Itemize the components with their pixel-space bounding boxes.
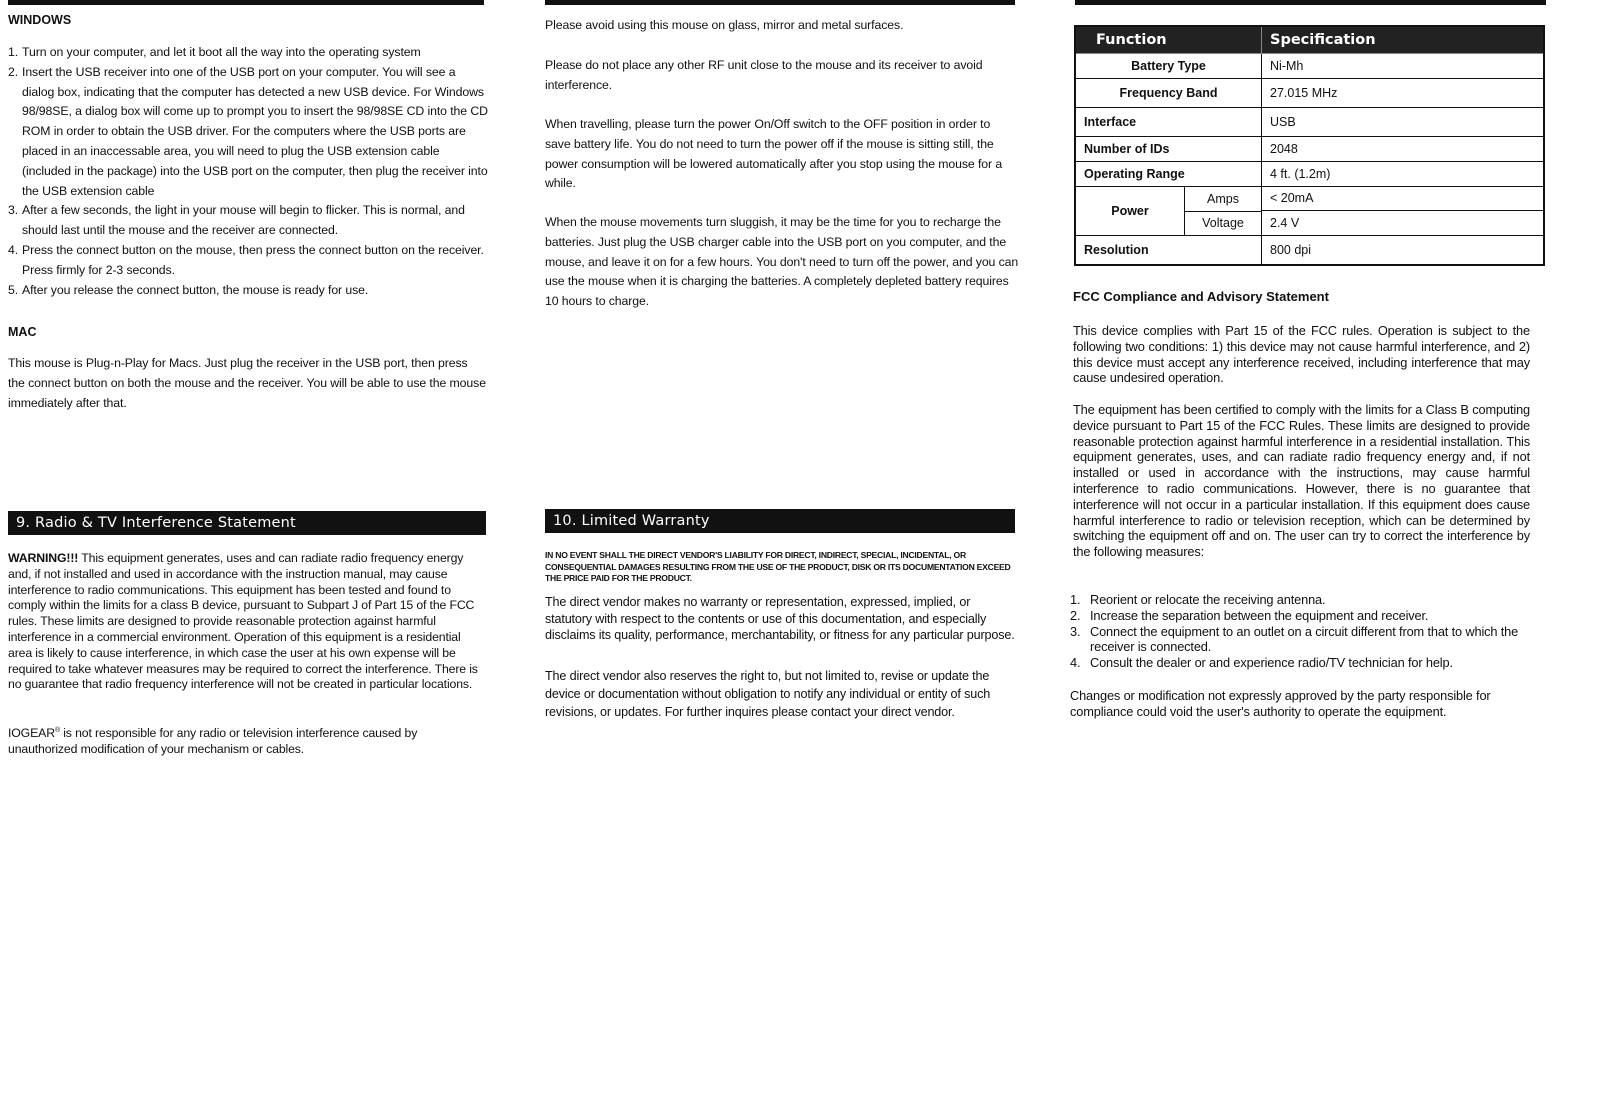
mac-heading: MAC — [8, 325, 37, 339]
table-row: Frequency Band 27.015 MHz — [1075, 79, 1544, 108]
power-cell — [1075, 187, 1262, 236]
column-header-specification: Specification — [1262, 26, 1545, 54]
table-header-row — [1075, 26, 1544, 54]
list-item: 3. After a few seconds, the light in your mouse will begin to flicker. This is normal, and should last until the mouse and the receiver are connected. — [8, 203, 465, 238]
list-item: 1. Reorient or relocate the receiving antenna. — [1070, 592, 1326, 607]
power-values-cell: < 20mA 2.4 V — [1262, 187, 1545, 236]
usage-note-interference: Please do not place any other RF unit close to the mouse and its receiver to avoid interference. — [545, 58, 983, 92]
specification-table — [1074, 25, 1545, 266]
mac-paragraph: This mouse is Plug-n-Play for Macs. Just plug the receiver in the USB port, then press the connect button on both the mouse and the receiver. You will be able to use the mouse immediately after that. — [8, 356, 486, 410]
fcc-paragraph-1: This device complies with Part 15 of the FCC rules. Operation is subject to the following two conditions: 1) this device may not cause harmful interference, and 2) this device must accept any interference received, including interference that may cause undesired operation. — [1073, 323, 1530, 386]
power-subtable: Power Amps Voltage — [1076, 187, 1261, 235]
brand-name: IOGEAR — [8, 726, 55, 741]
warranty-section-title: 10. Limited Warranty — [545, 509, 1015, 533]
windows-steps-list — [8, 43, 490, 300]
warning-label: WARNING!!! — [8, 551, 79, 565]
top-rule-left — [8, 0, 484, 5]
top-rule-right — [1075, 0, 1546, 5]
list-item: 2. Increase the separation between the equipment and receiver. — [1070, 607, 1429, 623]
fcc-measures-list — [1070, 592, 1530, 671]
list-item: 3. Connect the equipment to an outlet on a circuit different from that to which the receiver is connected. — [1070, 623, 1519, 655]
top-rule-middle — [545, 0, 1015, 5]
list-item: 4. Press the connect button on the mouse, then press the connect button on the receiver. Press firmly for 2-3 seconds. — [8, 242, 484, 277]
warning-paragraph: WARNING!!! This equipment generates, uses and can radiate radio frequency energy and, if not installed and used in accordance with the instruction manual, may cause interference to radio communications. This equipment has been tested and found to comply within the limits for a class B device, pursuant to Subpart J of Part 15 of the FCC rules. These limits are designed to provide reasonable protection against harmful interference in a commercial environment. Operation of this equipment is a residential area is likely to cause interference, in which case the user at his own expense will be required to take whatever measures may be required to correct the interference. There is no guarantee that radio frequency interference will not be created in particular locations. — [8, 551, 478, 692]
fcc-heading: FCC Compliance and Advisory Statement — [1073, 289, 1329, 304]
column-header-function: Function — [1075, 26, 1262, 54]
radio-tv-section-title: 9. Radio & TV Interference Statement — [8, 511, 486, 535]
list-item: 4. Consult the dealer or and experience radio/TV technician for help. — [1070, 655, 1453, 671]
list-item: 1. Turn on your computer, and let it boot all the way into the operating system — [8, 45, 421, 59]
list-item: 2. Insert the USB receiver into one of the USB port on your computer. You will see a dialog box, indicating that the computer has detected a new USB device. For Windows 98/98SE, a dialog box will come up to prompt you to insert the 98/98SE CD into the CD ROM in order to obtain the USB driver. For the computers where the USB ports are placed in an inaccessable area, you will need to plug the USB extension cable (included in the package) into the USB port on the computer, then plug the receiver into the USB extension cable — [8, 64, 488, 198]
iogear-disclaimer: IOGEAR® is not responsible for any radio or television interference caused by unauthorized modification of your mechanism or cables. — [8, 726, 418, 756]
table-row: Resolution 800 dpi — [1075, 236, 1544, 266]
usage-note-surfaces: Please avoid using this mouse on glass, mirror and metal surfaces. — [545, 18, 904, 32]
fcc-paragraph-2: The equipment has been certified to comply with the limits for a Class B computing device pursuant to Part 15 of the FCC Rules. These limits are designed to provide reasonable protection against harmful interference in a residential installation. This equipment generates, uses, and can radiate radio frequency energy and, if not installed or used in accordance with the instructions, may cause harmful interference to radio communications. However, there is no guarantee that interference will not occur in a particular installation. If this equipment does cause harmful interference to radio or television reception, which can be determined by switching the equipment off and on. The user can try to correct the interference by the following measures: — [1073, 402, 1530, 560]
usage-note-travel: When travelling, please turn the power On/Off switch to the OFF position in order to save battery life. You do not need to turn the power off if the mouse is sitting still, the power consumption will be lowered automatically after you stop using the mouse for a while. — [545, 117, 1003, 191]
warranty-liability-caps: IN NO EVENT SHALL THE DIRECT VENDOR'S LIABILITY FOR DIRECT, INDIRECT, SPECIAL, INCIDENTAL, OR CONSEQUENTIAL DAMAGES RESULTING FROM THE USE OF THE PRODUCT, DISK OR ITS DOCUMENTATION EXCEED THE PRICE PAID FOR THE PRODUCT. — [545, 550, 1011, 583]
windows-heading: WINDOWS — [8, 13, 72, 27]
warranty-paragraph-2: The direct vendor also reserves the right to, but not limited to, revise or update the device or documentation without obligation to notify any individual or entity of such revisions, or updates. For further inquires please contact your direct vendor. — [545, 669, 991, 719]
table-row: Operating Range 4 ft. (1.2m) — [1075, 162, 1544, 187]
table-row — [1075, 187, 1544, 236]
usage-note-charging: When the mouse movements turn sluggish, it may be the time for you to recharge the batteries. Just plug the USB charger cable into the USB port on you computer, and the mouse, and leave it on for a few hours. You don't need to turn off the power, and you can use the mouse when it is charging the batteries. A completely depleted battery requires 10 hours to charge. — [545, 215, 1019, 309]
fcc-paragraph-3: Changes or modification not expressly approved by the party responsible for compliance could void the user's authority to operate the equipment. — [1070, 688, 1491, 719]
table-row: Interface USB — [1075, 108, 1544, 137]
table-row: Number of IDs 2048 — [1075, 137, 1544, 162]
table-row: Battery Type Ni-Mh — [1075, 54, 1544, 79]
list-item: 5. After you release the connect button, the mouse is ready for use. — [8, 282, 369, 297]
warranty-paragraph-1: The direct vendor makes no warranty or representation, expressed, implied, or statutory with respect to the contents or use of this documentation, and especially disclaims its quality, performance, merchantability, or fitness for any particular purpose. — [545, 595, 1015, 642]
